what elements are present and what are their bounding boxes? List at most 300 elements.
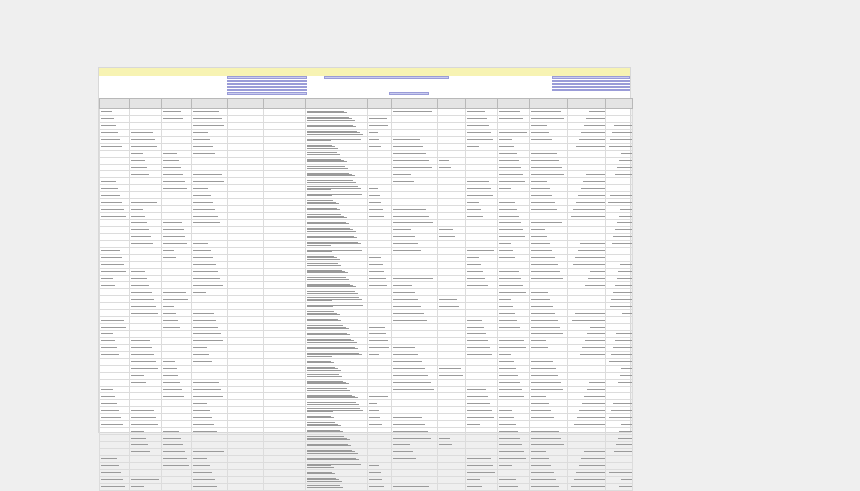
- table-cell[interactable]: [498, 157, 530, 164]
- table-cell[interactable]: [162, 303, 192, 310]
- table-cell[interactable]: [392, 462, 438, 469]
- table-cell[interactable]: [162, 386, 192, 393]
- table-cell[interactable]: [466, 268, 498, 275]
- table-cell[interactable]: [100, 455, 130, 462]
- table-cell[interactable]: [264, 282, 306, 289]
- table-cell[interactable]: [530, 337, 568, 344]
- table-cell[interactable]: [392, 254, 438, 261]
- table-cell[interactable]: [100, 462, 130, 469]
- table-cell[interactable]: [438, 268, 466, 275]
- table-cell[interactable]: [568, 289, 606, 296]
- table-cell[interactable]: [306, 240, 368, 247]
- table-cell[interactable]: [498, 185, 530, 192]
- table-cell[interactable]: [530, 324, 568, 331]
- table-cell[interactable]: [530, 317, 568, 324]
- table-cell[interactable]: [228, 462, 264, 469]
- table-cell[interactable]: [162, 275, 192, 282]
- table-cell[interactable]: [530, 379, 568, 386]
- table-cell[interactable]: [100, 400, 130, 407]
- table-cell[interactable]: [606, 435, 633, 442]
- table-cell[interactable]: [368, 379, 392, 386]
- table-cell[interactable]: [606, 192, 633, 199]
- table-cell[interactable]: [466, 303, 498, 310]
- table-cell[interactable]: [606, 136, 633, 143]
- table-cell[interactable]: [162, 206, 192, 213]
- table-cell[interactable]: [192, 157, 228, 164]
- table-cell[interactable]: [100, 324, 130, 331]
- table-cell[interactable]: [192, 150, 228, 157]
- table-cell[interactable]: [130, 254, 162, 261]
- table-cell[interactable]: [392, 365, 438, 372]
- table-cell[interactable]: [466, 109, 498, 116]
- table-cell[interactable]: [466, 365, 498, 372]
- table-cell[interactable]: [100, 185, 130, 192]
- table-cell[interactable]: [306, 254, 368, 261]
- table-cell[interactable]: [100, 337, 130, 344]
- table-cell[interactable]: [130, 136, 162, 143]
- table-cell[interactable]: [228, 122, 264, 129]
- table-cell[interactable]: [606, 344, 633, 351]
- table-cell[interactable]: [498, 483, 530, 490]
- table-cell[interactable]: [162, 289, 192, 296]
- table-cell[interactable]: [306, 331, 368, 338]
- table-cell[interactable]: [228, 115, 264, 122]
- table-cell[interactable]: [130, 171, 162, 178]
- table-cell[interactable]: [466, 226, 498, 233]
- table-cell[interactable]: [438, 414, 466, 421]
- table-cell[interactable]: [498, 400, 530, 407]
- table-cell[interactable]: [392, 226, 438, 233]
- table-cell[interactable]: [498, 289, 530, 296]
- table-cell[interactable]: [498, 393, 530, 400]
- table-cell[interactable]: [100, 122, 130, 129]
- table-row[interactable]: [100, 122, 633, 129]
- table-cell[interactable]: [228, 157, 264, 164]
- table-cell[interactable]: [306, 122, 368, 129]
- table-cell[interactable]: [162, 109, 192, 116]
- table-cell[interactable]: [368, 358, 392, 365]
- table-cell[interactable]: [306, 344, 368, 351]
- table-cell[interactable]: [498, 178, 530, 185]
- column-header[interactable]: [130, 99, 162, 109]
- table-cell[interactable]: [466, 171, 498, 178]
- table-cell[interactable]: [264, 442, 306, 449]
- table-cell[interactable]: [368, 233, 392, 240]
- table-cell[interactable]: [192, 310, 228, 317]
- table-cell[interactable]: [606, 331, 633, 338]
- table-cell[interactable]: [568, 143, 606, 150]
- table-row[interactable]: [100, 442, 633, 449]
- table-cell[interactable]: [530, 372, 568, 379]
- table-cell[interactable]: [530, 192, 568, 199]
- table-cell[interactable]: [368, 199, 392, 206]
- table-cell[interactable]: [568, 379, 606, 386]
- table-cell[interactable]: [466, 476, 498, 483]
- table-cell[interactable]: [530, 282, 568, 289]
- table-cell[interactable]: [568, 129, 606, 136]
- table-cell[interactable]: [130, 365, 162, 372]
- table-cell[interactable]: [466, 407, 498, 414]
- table-cell[interactable]: [264, 185, 306, 192]
- table-cell[interactable]: [192, 435, 228, 442]
- table-cell[interactable]: [368, 164, 392, 171]
- table-cell[interactable]: [306, 483, 368, 490]
- table-cell[interactable]: [130, 226, 162, 233]
- table-cell[interactable]: [130, 240, 162, 247]
- table-row[interactable]: [100, 206, 633, 213]
- table-cell[interactable]: [228, 400, 264, 407]
- table-cell[interactable]: [228, 386, 264, 393]
- table-cell[interactable]: [498, 233, 530, 240]
- table-cell[interactable]: [100, 407, 130, 414]
- table-cell[interactable]: [392, 358, 438, 365]
- table-cell[interactable]: [100, 115, 130, 122]
- table-cell[interactable]: [498, 358, 530, 365]
- table-cell[interactable]: [392, 199, 438, 206]
- table-cell[interactable]: [438, 206, 466, 213]
- table-cell[interactable]: [498, 206, 530, 213]
- table-cell[interactable]: [530, 115, 568, 122]
- table-cell[interactable]: [466, 379, 498, 386]
- table-cell[interactable]: [568, 393, 606, 400]
- table-cell[interactable]: [368, 324, 392, 331]
- table-cell[interactable]: [368, 317, 392, 324]
- table-cell[interactable]: [100, 386, 130, 393]
- table-cell[interactable]: [100, 192, 130, 199]
- table-cell[interactable]: [368, 143, 392, 150]
- table-cell[interactable]: [130, 109, 162, 116]
- table-cell[interactable]: [530, 254, 568, 261]
- table-cell[interactable]: [162, 351, 192, 358]
- table-cell[interactable]: [306, 282, 368, 289]
- table-cell[interactable]: [530, 220, 568, 227]
- table-cell[interactable]: [130, 435, 162, 442]
- table-cell[interactable]: [530, 400, 568, 407]
- table-cell[interactable]: [498, 268, 530, 275]
- table-cell[interactable]: [162, 129, 192, 136]
- table-cell[interactable]: [392, 289, 438, 296]
- table-cell[interactable]: [438, 233, 466, 240]
- table-cell[interactable]: [438, 386, 466, 393]
- table-cell[interactable]: [162, 199, 192, 206]
- table-cell[interactable]: [392, 213, 438, 220]
- table-cell[interactable]: [162, 428, 192, 435]
- table-cell[interactable]: [498, 414, 530, 421]
- table-cell[interactable]: [466, 393, 498, 400]
- table-cell[interactable]: [264, 254, 306, 261]
- table-cell[interactable]: [192, 122, 228, 129]
- table-cell[interactable]: [392, 233, 438, 240]
- table-cell[interactable]: [606, 483, 633, 490]
- table-cell[interactable]: [498, 310, 530, 317]
- table-cell[interactable]: [466, 351, 498, 358]
- table-cell[interactable]: [130, 303, 162, 310]
- table-cell[interactable]: [530, 164, 568, 171]
- table-cell[interactable]: [162, 178, 192, 185]
- table-cell[interactable]: [392, 206, 438, 213]
- table-cell[interactable]: [368, 122, 392, 129]
- table-cell[interactable]: [130, 421, 162, 428]
- table-row[interactable]: [100, 178, 633, 185]
- table-cell[interactable]: [392, 143, 438, 150]
- table-cell[interactable]: [466, 414, 498, 421]
- table-cell[interactable]: [606, 317, 633, 324]
- table-cell[interactable]: [264, 379, 306, 386]
- table-row[interactable]: [100, 282, 633, 289]
- table-cell[interactable]: [498, 150, 530, 157]
- table-cell[interactable]: [100, 171, 130, 178]
- table-cell[interactable]: [264, 268, 306, 275]
- table-cell[interactable]: [392, 324, 438, 331]
- table-cell[interactable]: [264, 358, 306, 365]
- column-header[interactable]: [466, 99, 498, 109]
- table-cell[interactable]: [130, 428, 162, 435]
- table-cell[interactable]: [192, 442, 228, 449]
- table-cell[interactable]: [306, 143, 368, 150]
- table-cell[interactable]: [466, 220, 498, 227]
- table-cell[interactable]: [192, 261, 228, 268]
- table-cell[interactable]: [498, 351, 530, 358]
- table-cell[interactable]: [192, 213, 228, 220]
- table-cell[interactable]: [392, 157, 438, 164]
- table-cell[interactable]: [530, 442, 568, 449]
- table-cell[interactable]: [368, 476, 392, 483]
- table-cell[interactable]: [568, 261, 606, 268]
- table-cell[interactable]: [264, 351, 306, 358]
- column-header[interactable]: [192, 99, 228, 109]
- table-cell[interactable]: [162, 365, 192, 372]
- table-cell[interactable]: [130, 358, 162, 365]
- table-cell[interactable]: [130, 150, 162, 157]
- table-cell[interactable]: [530, 289, 568, 296]
- table-cell[interactable]: [306, 428, 368, 435]
- table-cell[interactable]: [498, 317, 530, 324]
- table-row[interactable]: [100, 303, 633, 310]
- table-cell[interactable]: [162, 136, 192, 143]
- table-cell[interactable]: [568, 303, 606, 310]
- table-cell[interactable]: [100, 331, 130, 338]
- table-cell[interactable]: [530, 261, 568, 268]
- table-cell[interactable]: [264, 317, 306, 324]
- table-row[interactable]: [100, 136, 633, 143]
- table-cell[interactable]: [438, 351, 466, 358]
- table-cell[interactable]: [192, 407, 228, 414]
- table-cell[interactable]: [192, 414, 228, 421]
- table-cell[interactable]: [306, 268, 368, 275]
- table-cell[interactable]: [368, 337, 392, 344]
- table-cell[interactable]: [606, 303, 633, 310]
- table-cell[interactable]: [530, 150, 568, 157]
- table-cell[interactable]: [530, 344, 568, 351]
- table-cell[interactable]: [100, 351, 130, 358]
- table-cell[interactable]: [466, 344, 498, 351]
- table-cell[interactable]: [392, 469, 438, 476]
- table-cell[interactable]: [130, 331, 162, 338]
- table-cell[interactable]: [568, 275, 606, 282]
- table-cell[interactable]: [192, 393, 228, 400]
- table-cell[interactable]: [306, 136, 368, 143]
- table-cell[interactable]: [568, 254, 606, 261]
- table-cell[interactable]: [466, 261, 498, 268]
- table-cell[interactable]: [498, 379, 530, 386]
- table-cell[interactable]: [606, 115, 633, 122]
- table-cell[interactable]: [392, 282, 438, 289]
- table-cell[interactable]: [228, 275, 264, 282]
- table-cell[interactable]: [466, 129, 498, 136]
- table-cell[interactable]: [192, 462, 228, 469]
- table-cell[interactable]: [466, 337, 498, 344]
- table-cell[interactable]: [568, 386, 606, 393]
- table-row[interactable]: [100, 407, 633, 414]
- table-cell[interactable]: [228, 268, 264, 275]
- table-cell[interactable]: [100, 414, 130, 421]
- table-cell[interactable]: [606, 379, 633, 386]
- table-cell[interactable]: [606, 240, 633, 247]
- table-cell[interactable]: [568, 421, 606, 428]
- table-cell[interactable]: [264, 115, 306, 122]
- table-cell[interactable]: [228, 282, 264, 289]
- table-cell[interactable]: [498, 469, 530, 476]
- table-cell[interactable]: [466, 157, 498, 164]
- table-cell[interactable]: [264, 462, 306, 469]
- table-cell[interactable]: [228, 171, 264, 178]
- table-cell[interactable]: [438, 289, 466, 296]
- table-cell[interactable]: [606, 469, 633, 476]
- table-cell[interactable]: [162, 296, 192, 303]
- table-row[interactable]: [100, 358, 633, 365]
- table-cell[interactable]: [568, 448, 606, 455]
- table-cell[interactable]: [392, 428, 438, 435]
- table-cell[interactable]: [466, 358, 498, 365]
- table-cell[interactable]: [368, 393, 392, 400]
- table-cell[interactable]: [498, 303, 530, 310]
- table-cell[interactable]: [568, 476, 606, 483]
- table-cell[interactable]: [100, 220, 130, 227]
- table-cell[interactable]: [438, 344, 466, 351]
- table-cell[interactable]: [100, 344, 130, 351]
- table-cell[interactable]: [264, 136, 306, 143]
- table-cell[interactable]: [162, 324, 192, 331]
- table-cell[interactable]: [530, 435, 568, 442]
- table-cell[interactable]: [264, 455, 306, 462]
- table-cell[interactable]: [162, 282, 192, 289]
- table-cell[interactable]: [100, 213, 130, 220]
- table-cell[interactable]: [438, 213, 466, 220]
- table-cell[interactable]: [606, 226, 633, 233]
- table-cell[interactable]: [100, 247, 130, 254]
- table-cell[interactable]: [392, 303, 438, 310]
- table-cell[interactable]: [498, 164, 530, 171]
- table-cell[interactable]: [368, 115, 392, 122]
- table-cell[interactable]: [368, 400, 392, 407]
- table-cell[interactable]: [530, 226, 568, 233]
- table-cell[interactable]: [192, 247, 228, 254]
- table-cell[interactable]: [438, 282, 466, 289]
- table-cell[interactable]: [306, 164, 368, 171]
- table-cell[interactable]: [368, 483, 392, 490]
- table-row[interactable]: [100, 386, 633, 393]
- table-cell[interactable]: [392, 386, 438, 393]
- table-cell[interactable]: [530, 268, 568, 275]
- table-row[interactable]: [100, 171, 633, 178]
- table-cell[interactable]: [306, 407, 368, 414]
- table-cell[interactable]: [100, 469, 130, 476]
- table-cell[interactable]: [192, 115, 228, 122]
- table-cell[interactable]: [228, 331, 264, 338]
- table-cell[interactable]: [368, 310, 392, 317]
- table-cell[interactable]: [192, 483, 228, 490]
- table-cell[interactable]: [162, 337, 192, 344]
- table-cell[interactable]: [100, 442, 130, 449]
- table-cell[interactable]: [130, 199, 162, 206]
- table-cell[interactable]: [530, 213, 568, 220]
- table-cell[interactable]: [498, 462, 530, 469]
- table-cell[interactable]: [264, 435, 306, 442]
- table-cell[interactable]: [264, 365, 306, 372]
- table-cell[interactable]: [438, 455, 466, 462]
- table-cell[interactable]: [606, 254, 633, 261]
- table-cell[interactable]: [130, 233, 162, 240]
- table-row[interactable]: [100, 192, 633, 199]
- table-cell[interactable]: [568, 462, 606, 469]
- table-cell[interactable]: [438, 129, 466, 136]
- table-cell[interactable]: [438, 483, 466, 490]
- table-cell[interactable]: [568, 171, 606, 178]
- table-row[interactable]: [100, 226, 633, 233]
- table-cell[interactable]: [192, 206, 228, 213]
- table-cell[interactable]: [100, 136, 130, 143]
- table-row[interactable]: [100, 220, 633, 227]
- table-cell[interactable]: [568, 192, 606, 199]
- table-cell[interactable]: [392, 178, 438, 185]
- table-cell[interactable]: [530, 455, 568, 462]
- table-cell[interactable]: [392, 407, 438, 414]
- table-cell[interactable]: [466, 469, 498, 476]
- table-cell[interactable]: [392, 351, 438, 358]
- table-cell[interactable]: [438, 476, 466, 483]
- table-cell[interactable]: [228, 261, 264, 268]
- table-cell[interactable]: [368, 150, 392, 157]
- table-cell[interactable]: [306, 213, 368, 220]
- table-cell[interactable]: [530, 233, 568, 240]
- table-cell[interactable]: [162, 435, 192, 442]
- table-cell[interactable]: [498, 331, 530, 338]
- table-cell[interactable]: [606, 275, 633, 282]
- table-cell[interactable]: [306, 261, 368, 268]
- table-cell[interactable]: [392, 164, 438, 171]
- table-cell[interactable]: [392, 122, 438, 129]
- table-cell[interactable]: [306, 372, 368, 379]
- table-cell[interactable]: [192, 178, 228, 185]
- table-cell[interactable]: [438, 324, 466, 331]
- table-cell[interactable]: [498, 247, 530, 254]
- table-cell[interactable]: [100, 268, 130, 275]
- table-cell[interactable]: [498, 220, 530, 227]
- table-cell[interactable]: [498, 365, 530, 372]
- table-cell[interactable]: [368, 442, 392, 449]
- table-row[interactable]: [100, 157, 633, 164]
- table-cell[interactable]: [392, 393, 438, 400]
- table-cell[interactable]: [368, 171, 392, 178]
- table-cell[interactable]: [368, 462, 392, 469]
- table-cell[interactable]: [228, 351, 264, 358]
- table-cell[interactable]: [162, 115, 192, 122]
- table-cell[interactable]: [438, 310, 466, 317]
- table-cell[interactable]: [162, 358, 192, 365]
- table-cell[interactable]: [162, 122, 192, 129]
- table-cell[interactable]: [368, 421, 392, 428]
- table-cell[interactable]: [530, 296, 568, 303]
